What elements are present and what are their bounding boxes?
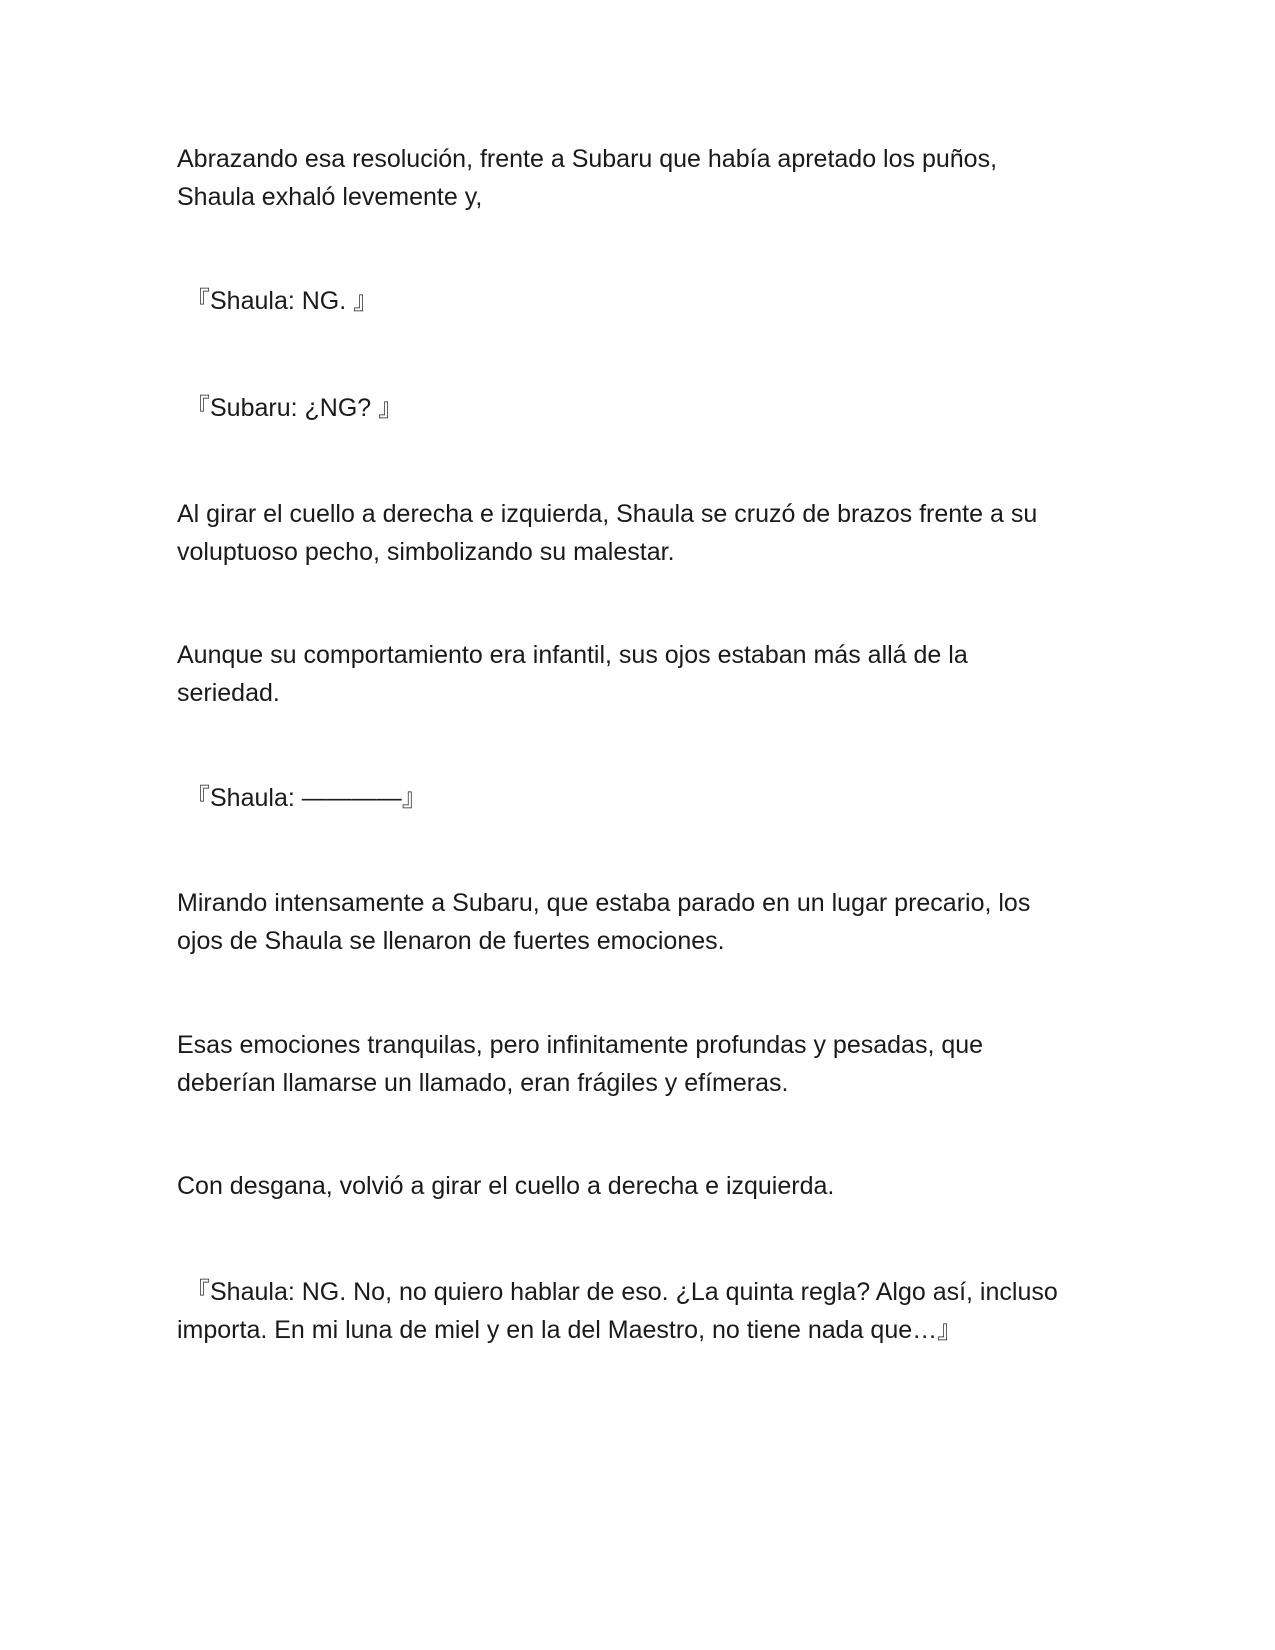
text-line: Abrazando esa resolución, frente a Subaru que había apretado los puños, [177,145,998,173]
dialogue-shaula-fifth-rule [177,1273,1117,1349]
text-line: seriedad. [177,679,280,707]
paragraph-emotions [177,1026,1117,1102]
dialogue-shaula-ng [185,282,1125,320]
text-line: Esas emociones tranquilas, pero infinitamente profundas y pesadas, que [177,1031,984,1059]
dialogue-subaru-ng [185,389,1125,427]
paragraph-resolution [177,140,1117,216]
dialogue-line: 『Shaula: NG. No, no quiero hablar de eso. ¿La quinta regla? Algo así, incluso [185,1278,1058,1306]
text-line: Aunque su comportamiento era infantil, sus ojos estaban más allá de la [177,641,968,669]
text-line: Mirando intensamente a Subaru, que estaba parado en un lugar precario, los [177,889,1031,917]
text-line: deberían llamarse un llamado, eran frágiles y efímeras. [177,1069,789,1097]
dialogue-shaula-silence [185,779,1125,817]
paragraph-childish-behavior [177,636,1117,712]
dialogue-line: 『Shaula: ————』 [185,784,427,812]
text-line: Con desgana, volvió a girar el cuello a derecha e izquierda. [177,1172,835,1200]
text-line: ojos de Shaula se llenaron de fuertes emociones. [177,927,725,955]
paragraph-neck-turn [177,495,1117,571]
dialogue-line: 『Subaru: ¿NG? 』 [185,394,404,422]
text-line: Shaula exhaló levemente y, [177,183,483,211]
paragraph-staring [177,884,1117,960]
dialogue-line: 『Shaula: NG. 』 [185,287,379,315]
text-line: Al girar el cuello a derecha e izquierda, Shaula se cruzó de brazos frente a su [177,500,1038,528]
dialogue-line: importa. En mi luna de miel y en la del Maestro, no tiene nada que…』 [177,1316,963,1344]
text-line: voluptuoso pecho, simbolizando su malestar. [177,538,675,566]
paragraph-reluctance [177,1167,1117,1205]
